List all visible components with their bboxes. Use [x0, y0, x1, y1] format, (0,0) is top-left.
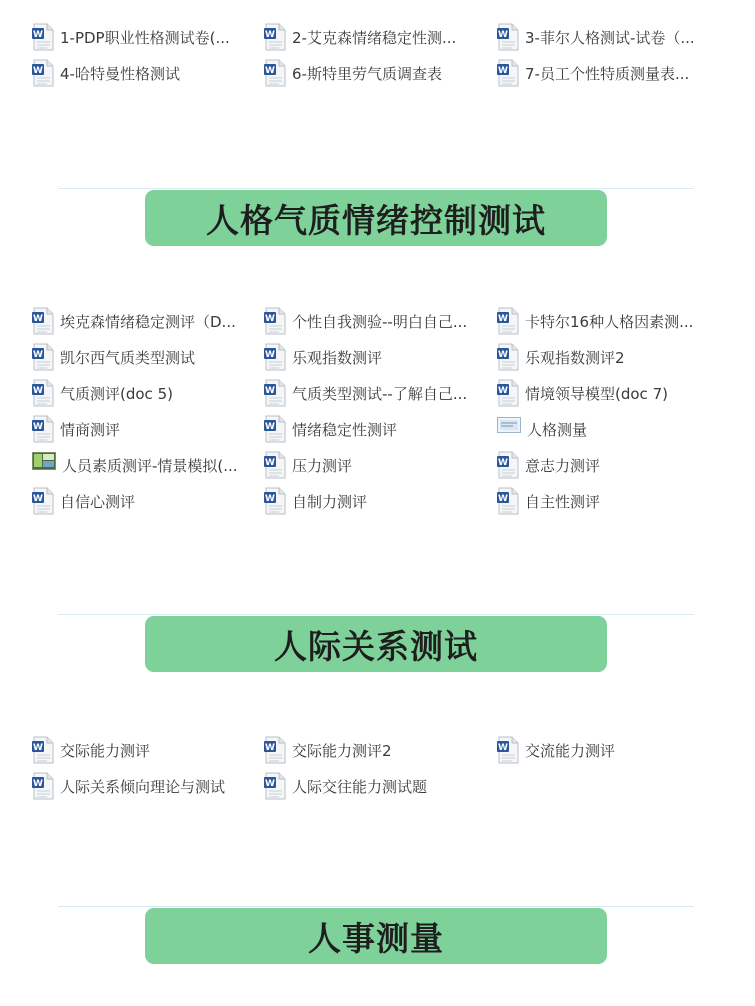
word-doc-icon [497, 379, 519, 407]
word-doc-icon [264, 451, 286, 479]
svg-text:W: W [498, 386, 508, 396]
file-name: 情商测评 [60, 420, 121, 439]
file-name: 个性自我测验--明白自己... [292, 312, 468, 331]
presentation-thumbnail-icon [32, 451, 56, 479]
svg-text:W: W [33, 779, 43, 789]
file-item[interactable] [264, 22, 456, 52]
file-item[interactable] [32, 378, 173, 408]
svg-text:W: W [33, 743, 43, 753]
svg-text:W: W [265, 458, 275, 468]
word-doc-icon [497, 307, 519, 335]
file-item[interactable] [32, 414, 120, 444]
word-doc-icon [497, 736, 519, 764]
section-title-banner: 人事测量 [145, 908, 607, 964]
file-name: 自制力测评 [292, 492, 368, 511]
file-item[interactable] [264, 342, 382, 372]
file-item[interactable] [264, 450, 352, 480]
svg-text:W: W [33, 314, 43, 324]
file-name: 3-菲尔人格测试-试卷（... [525, 28, 695, 47]
word-doc-icon [264, 736, 286, 764]
word-doc-icon [264, 379, 286, 407]
file-name: 乐观指数测评2 [525, 348, 625, 367]
image-file-icon [497, 415, 521, 443]
word-doc-icon [32, 307, 54, 335]
file-item[interactable] [497, 342, 625, 372]
svg-text:W: W [498, 494, 508, 504]
file-name: 1-PDP职业性格测试卷(... [60, 28, 230, 47]
word-doc-icon [497, 451, 519, 479]
file-item[interactable] [32, 771, 225, 801]
file-name: 交际能力测评2 [292, 741, 392, 760]
file-item[interactable] [32, 450, 238, 480]
svg-text:W: W [498, 66, 508, 76]
file-name: 意志力测评 [525, 456, 601, 475]
file-item[interactable] [497, 306, 693, 336]
file-item[interactable] [264, 414, 397, 444]
file-item[interactable] [32, 22, 230, 52]
svg-text:W: W [33, 422, 43, 432]
word-doc-icon [32, 772, 54, 800]
svg-text:W: W [33, 350, 43, 360]
file-item[interactable] [497, 486, 600, 516]
file-name: 压力测评 [292, 456, 353, 475]
file-item[interactable] [32, 486, 135, 516]
section-divider [58, 906, 694, 907]
file-item[interactable] [497, 22, 695, 52]
word-doc-icon [264, 415, 286, 443]
svg-text:W: W [33, 66, 43, 76]
word-doc-icon [497, 487, 519, 515]
file-name: 2-艾克森情绪稳定性测... [292, 28, 457, 47]
file-name: 4-哈特曼性格测试 [60, 64, 180, 83]
file-name: 卡特尔16种人格因素测... [525, 312, 694, 331]
file-item[interactable] [497, 58, 689, 88]
svg-text:W: W [265, 66, 275, 76]
section-title-banner: 人际关系测试 [145, 616, 607, 672]
file-item[interactable] [32, 342, 195, 372]
file-item[interactable] [264, 306, 467, 336]
file-item[interactable] [497, 378, 668, 408]
word-doc-icon [32, 59, 54, 87]
svg-text:W: W [265, 422, 275, 432]
file-name: 交流能力测评 [525, 741, 616, 760]
word-doc-icon [32, 343, 54, 371]
file-name: 气质测评(doc 5) [60, 384, 173, 403]
file-item[interactable] [264, 58, 442, 88]
file-item[interactable] [264, 486, 367, 516]
file-name: 埃克森情绪稳定测评（D... [60, 312, 236, 331]
word-doc-icon [32, 736, 54, 764]
svg-text:W: W [33, 386, 43, 396]
word-doc-icon [32, 23, 54, 51]
file-name: 6-斯特里劳气质调查表 [292, 64, 442, 83]
file-name: 气质类型测试--了解自己... [292, 384, 468, 403]
word-doc-icon [264, 772, 286, 800]
word-doc-icon [264, 23, 286, 51]
svg-text:W: W [265, 314, 275, 324]
file-name: 人员素质测评-情景模拟(... [62, 456, 238, 475]
svg-text:W: W [265, 386, 275, 396]
file-item[interactable] [497, 450, 600, 480]
svg-text:W: W [498, 350, 508, 360]
word-doc-icon [264, 307, 286, 335]
word-doc-icon [497, 23, 519, 51]
svg-text:W: W [265, 779, 275, 789]
file-name: 乐观指数测评 [292, 348, 383, 367]
section-title-banner: 人格气质情绪控制测试 [145, 190, 607, 246]
file-item[interactable] [497, 414, 587, 444]
svg-text:W: W [498, 458, 508, 468]
file-name: 情绪稳定性测评 [292, 420, 398, 439]
svg-text:W: W [265, 494, 275, 504]
file-name: 人际交往能力测试题 [292, 777, 428, 796]
file-item[interactable] [264, 735, 392, 765]
word-doc-icon [264, 487, 286, 515]
svg-text:W: W [265, 743, 275, 753]
svg-text:W: W [265, 30, 275, 40]
file-name: 人际关系倾向理论与测试 [60, 777, 226, 796]
file-name: 凯尔西气质类型测试 [60, 348, 196, 367]
svg-text:W: W [33, 494, 43, 504]
word-doc-icon [264, 59, 286, 87]
file-name: 情境领导模型(doc 7) [525, 384, 668, 403]
word-doc-icon [32, 379, 54, 407]
word-doc-icon [32, 415, 54, 443]
file-name: 7-员工个性特质测量表... [525, 64, 690, 83]
file-item[interactable] [497, 735, 615, 765]
word-doc-icon [264, 343, 286, 371]
svg-text:W: W [265, 350, 275, 360]
word-doc-icon [32, 487, 54, 515]
file-name: 自信心测评 [60, 492, 136, 511]
file-name: 人格测量 [527, 420, 588, 439]
svg-text:W: W [498, 30, 508, 40]
section-divider [58, 614, 694, 615]
file-item[interactable] [264, 771, 427, 801]
section-divider [58, 188, 694, 189]
file-name: 交际能力测评 [60, 741, 151, 760]
word-doc-icon [497, 59, 519, 87]
file-item[interactable] [32, 306, 236, 336]
file-item[interactable] [32, 58, 180, 88]
svg-text:W: W [498, 314, 508, 324]
svg-text:W: W [498, 743, 508, 753]
svg-text:W: W [33, 30, 43, 40]
file-name: 自主性测评 [525, 492, 601, 511]
file-item[interactable] [32, 735, 150, 765]
file-item[interactable] [264, 378, 467, 408]
word-doc-icon [497, 343, 519, 371]
